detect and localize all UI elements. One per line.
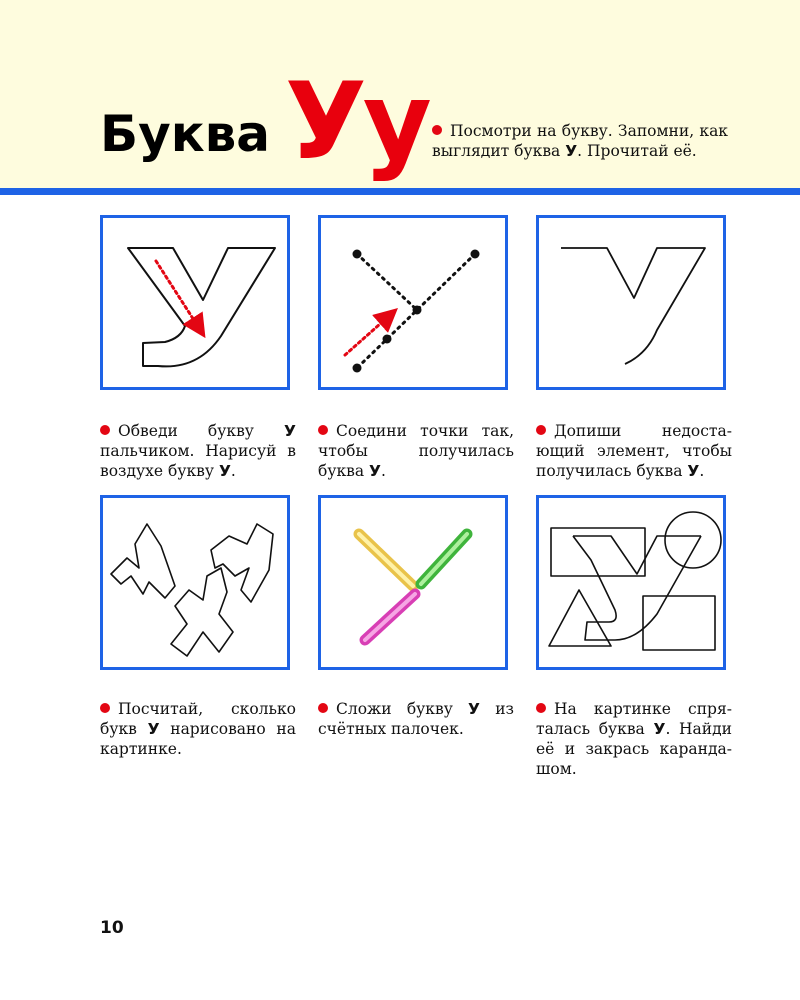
outline-letter-u-illustration (103, 218, 287, 387)
task-trace-instruction: Обведи букву У пальчиком. Нарисуй в воздухе букву У. (100, 422, 296, 480)
bullet-icon (536, 703, 546, 713)
connect-dots-illustration (321, 218, 505, 387)
incomplete-letter-illustration (539, 218, 723, 387)
exercise-box-count (100, 495, 290, 670)
counting-sticks-illustration (321, 498, 505, 667)
bullet-icon (432, 125, 442, 135)
task-complete-instruction: Допиши недостающий элемент, чтобы получилась буква У. (536, 422, 732, 480)
exercise-box-trace (100, 215, 290, 390)
exercise-box-sticks (318, 495, 508, 670)
bullet-icon (536, 425, 546, 435)
exercise-box-dots (318, 215, 508, 390)
bullet-icon (318, 703, 328, 713)
hidden-letter-illustration (539, 498, 723, 667)
bullet-icon (100, 703, 110, 713)
task-dots-instruction: Соедини точки так, чтобы получилась буква У. (318, 422, 514, 480)
exercise-box-hidden (536, 495, 726, 670)
page-number: 10 (100, 918, 124, 938)
intro-instruction: Посмотри на букву. Запомни, как выглядит буква У. Прочитай её. (432, 122, 728, 160)
header-divider (0, 188, 800, 195)
task-sticks-instruction: Сложи букву У из счётных палочек. (318, 700, 514, 738)
bullet-icon (318, 425, 328, 435)
exercise-box-complete (536, 215, 726, 390)
scattered-letters-illustration (103, 498, 287, 667)
task-count-instruction: Посчитай, сколько букв У нарисовано на картинке. (100, 700, 296, 758)
page-title-word: Буква (100, 105, 271, 163)
page-title-letters: Уу (285, 60, 428, 183)
task-hidden-instruction: На картинке спряталась буква У. Найди её и закрась карандашом. (536, 700, 732, 778)
bullet-icon (100, 425, 110, 435)
